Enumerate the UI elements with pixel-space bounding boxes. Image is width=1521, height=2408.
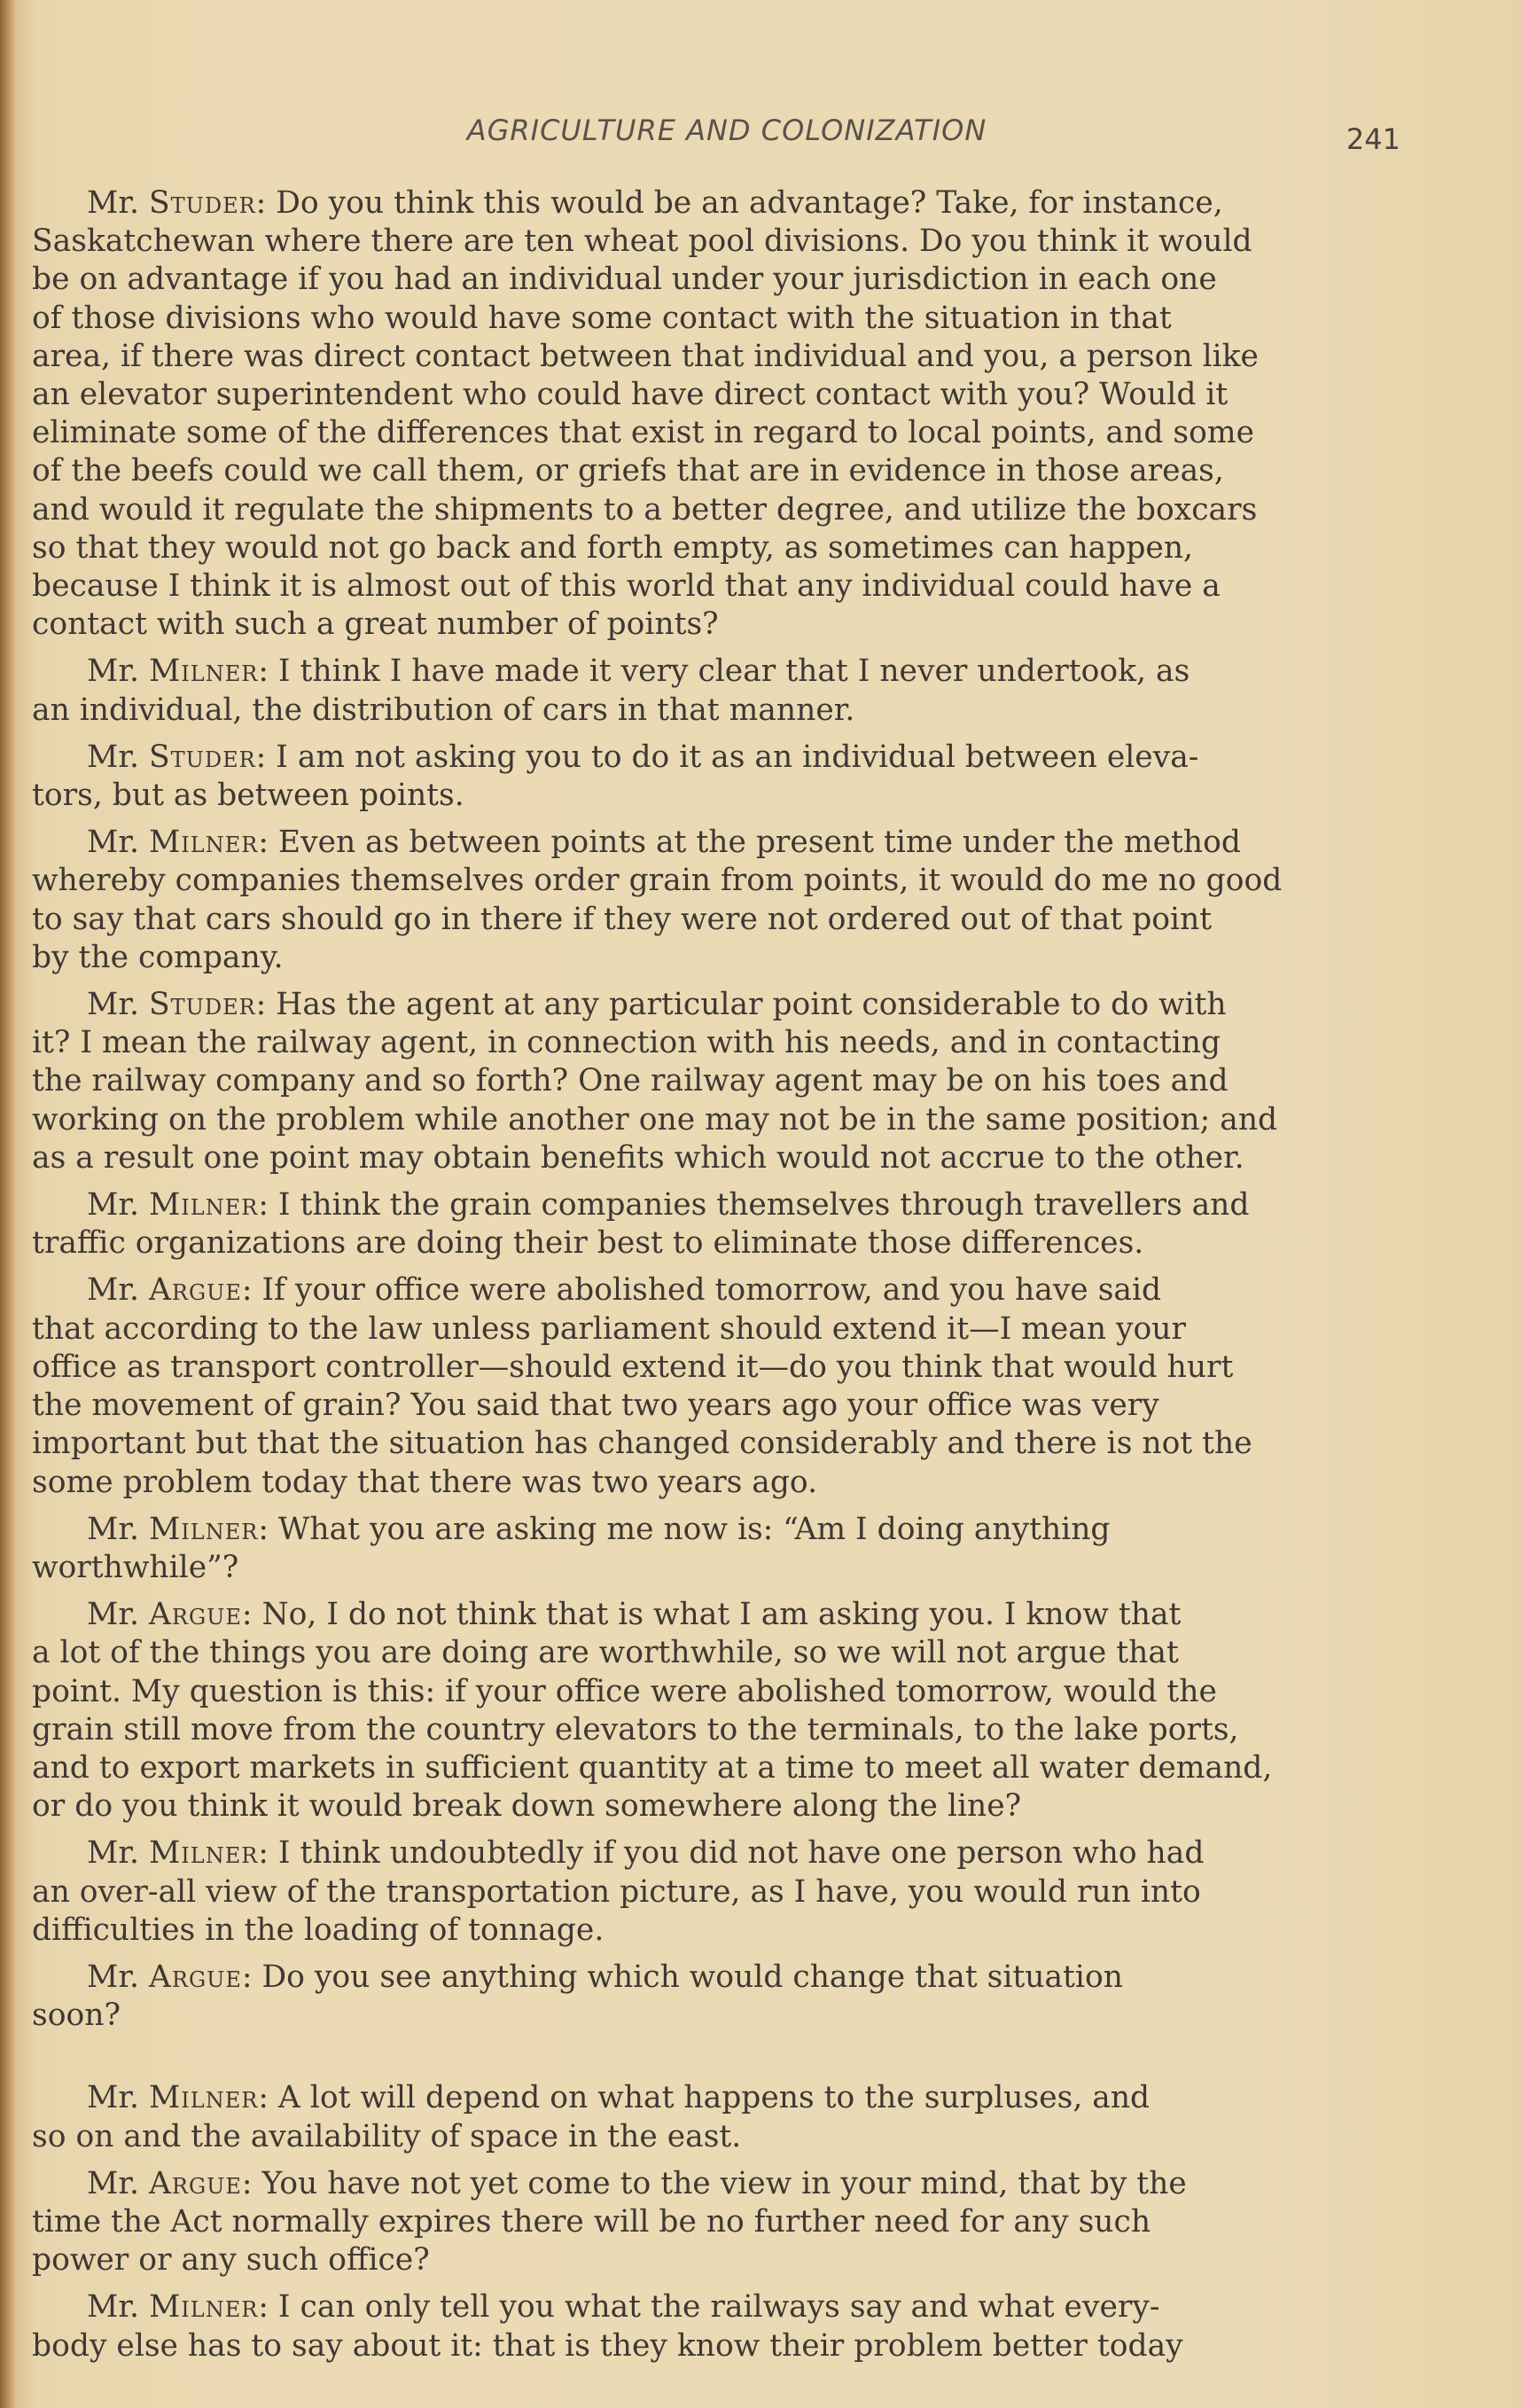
line-text: body else has to say about it: that is they know their problem better today xyxy=(32,2327,1183,2364)
speaker-name: Studer xyxy=(148,987,256,1023)
dialogue-paragraph xyxy=(32,1834,1344,1950)
speaker-title: Mr. xyxy=(87,1958,149,1995)
line-text: Has the agent at any particular point considerable to do with xyxy=(276,987,1227,1023)
text-line xyxy=(32,1101,1344,1139)
speaker-title: Mr. xyxy=(87,2165,149,2201)
text-line xyxy=(32,862,1344,900)
speaker-name: Milner xyxy=(148,653,259,690)
text-line xyxy=(32,1271,1344,1310)
line-text: worthwhile”? xyxy=(32,1549,239,1585)
line-text: be on advantage if you had an individual under your jurisdiction in each one xyxy=(32,262,1217,298)
speaker-colon: : xyxy=(241,1597,262,1633)
speaker-colon: : xyxy=(258,1187,278,1224)
line-text: of those divisions who would have some contact with the situation in that xyxy=(32,300,1172,336)
text-line xyxy=(32,939,1344,977)
text-line xyxy=(32,1634,1344,1672)
dialogue-paragraph xyxy=(32,739,1344,815)
text-line xyxy=(32,184,1344,223)
page-number: 241 xyxy=(1346,122,1400,156)
line-text: eliminate some of the differences that exist in regard to local points, and some xyxy=(32,415,1255,451)
dialogue-paragraph xyxy=(32,2165,1344,2280)
speaker-colon: : xyxy=(258,1511,278,1547)
speaker-title: Mr. xyxy=(87,2080,149,2116)
text-line xyxy=(32,653,1344,691)
text-line xyxy=(32,777,1344,815)
text-line xyxy=(32,824,1344,862)
speaker-name: Milner xyxy=(148,2080,259,2116)
line-text: I think the grain companies themselves through travellers and xyxy=(277,1187,1250,1224)
line-text: to say that cars should go in there if they were not ordered out of that point xyxy=(32,901,1213,937)
line-text: or do you think it would break down somewhere along the line? xyxy=(32,1788,1022,1825)
line-text: an individual, the distribution of cars in that manner. xyxy=(32,692,855,728)
speaker-name: Milner xyxy=(148,1511,259,1547)
running-title: AGRICULTURE AND COLONIZATION xyxy=(466,113,987,147)
text-line xyxy=(32,606,1344,644)
line-text: by the company. xyxy=(32,939,284,975)
book-spine-shadow xyxy=(0,0,16,2408)
text-line xyxy=(32,414,1344,452)
speaker-name: Argue xyxy=(148,1272,242,1309)
dialogue-paragraph xyxy=(32,1596,1344,1826)
speaker-title: Mr. xyxy=(87,1597,149,1633)
speaker-title: Mr. xyxy=(87,653,149,690)
speaker-name: Studer xyxy=(148,185,256,221)
line-text: tors, but as between points. xyxy=(32,778,464,814)
text-line xyxy=(32,376,1344,414)
line-text: working on the problem while another one may not be in the same position; and xyxy=(32,1101,1278,1138)
speaker-title: Mr. xyxy=(87,1511,149,1547)
text-line xyxy=(32,1596,1344,1634)
dialogue-paragraph xyxy=(32,653,1344,729)
speaker-name: Argue xyxy=(148,1958,242,1995)
line-text: Do you think this would be an advantage? Take, for instance, xyxy=(276,185,1223,221)
speaker-colon: : xyxy=(258,1835,278,1872)
line-text: point. My question is this: if your office were abolished tomorrow, would the xyxy=(32,1673,1217,1709)
speaker-title: Mr. xyxy=(87,1187,149,1224)
line-text: You have not yet come to the view in your mind, that by the xyxy=(261,2165,1187,2201)
line-text: and would it regulate the shipments to a better degree, and utilize the boxcars xyxy=(32,491,1258,528)
line-text: and to export markets in sufficient quantity at a time to meet all water demand, xyxy=(32,1749,1273,1786)
text-line xyxy=(32,491,1344,529)
dialogue-paragraph xyxy=(32,184,1344,644)
speaker-title: Mr. xyxy=(87,987,149,1023)
text-line xyxy=(32,986,1344,1024)
speaker-name: Milner xyxy=(148,825,259,861)
speaker-colon: : xyxy=(255,739,277,775)
speaker-name: Milner xyxy=(148,2289,259,2326)
text-line xyxy=(32,1186,1344,1224)
speaker-name: Studer xyxy=(148,739,256,775)
text-line xyxy=(32,2165,1344,2203)
speaker-colon: : xyxy=(258,2289,278,2326)
text-line xyxy=(32,1139,1344,1177)
line-text: Saskatchewan where there are ten wheat pool divisions. Do you think it would xyxy=(32,223,1252,260)
text-line xyxy=(32,1749,1344,1787)
text-line xyxy=(32,2203,1344,2241)
line-text: the railway company and so forth? One railway agent may be on his toes and xyxy=(32,1063,1228,1099)
text-line xyxy=(32,2079,1344,2117)
line-text: a lot of the things you are doing are worthwhile, so we will not argue that xyxy=(32,1635,1179,1671)
speaker-colon: : xyxy=(241,1272,262,1309)
line-text: that according to the law unless parliament should extend it—I mean your xyxy=(32,1310,1187,1347)
line-text: I can only tell you what the railways say and what every- xyxy=(277,2289,1160,2326)
text-line xyxy=(32,1349,1344,1387)
text-line xyxy=(32,1958,1344,1997)
text-line xyxy=(32,739,1344,777)
text-line xyxy=(32,2327,1344,2365)
dialogue-paragraph xyxy=(32,824,1344,977)
text-line xyxy=(32,300,1344,338)
text-line xyxy=(32,901,1344,939)
speaker-colon: : xyxy=(241,2165,262,2201)
text-line xyxy=(32,1310,1344,1349)
text-line xyxy=(32,1673,1344,1711)
line-text: I am not asking you to do it as an individual between eleva- xyxy=(276,739,1199,775)
text-line xyxy=(32,567,1344,606)
line-text: grain still move from the country elevators to the terminals, to the lake ports, xyxy=(32,1711,1239,1747)
speaker-title: Mr. xyxy=(87,1835,149,1872)
text-line xyxy=(32,1224,1344,1263)
speaker-title: Mr. xyxy=(87,2289,149,2326)
line-text: power or any such office? xyxy=(32,2242,430,2279)
speaker-colon: : xyxy=(255,185,277,221)
text-line xyxy=(32,1997,1344,2035)
line-text: because I think it is almost out of this world that any individual could have a xyxy=(32,568,1221,605)
transcript-body xyxy=(32,184,1344,2374)
text-line xyxy=(32,452,1344,490)
text-line xyxy=(32,261,1344,299)
line-text: it? I mean the railway agent, in connection with his needs, and in contacting xyxy=(32,1025,1221,1061)
speaker-colon: : xyxy=(255,987,277,1023)
text-line xyxy=(32,1787,1344,1826)
line-text: an over-all view of the transportation picture, as I have, you would run into xyxy=(32,1873,1201,1910)
line-text: the movement of grain? You said that two years ago your office was very xyxy=(32,1388,1159,1424)
text-line xyxy=(32,529,1344,567)
line-text: If your office were abolished tomorrow, and you have said xyxy=(261,1272,1162,1309)
speaker-colon: : xyxy=(258,825,278,861)
speaker-name: Argue xyxy=(148,1597,242,1633)
line-text: Do you see anything which would change that situation xyxy=(261,1958,1123,1995)
line-text: I think I have made it very clear that I never undertook, as xyxy=(277,653,1190,690)
speaker-colon: : xyxy=(258,2080,278,2116)
line-text: as a result one point may obtain benefits which would not accrue to the other. xyxy=(32,1139,1244,1176)
text-line xyxy=(32,1511,1344,1549)
speaker-title: Mr. xyxy=(87,185,149,221)
text-line xyxy=(32,1834,1344,1872)
speaker-title: Mr. xyxy=(87,825,149,861)
line-text: A lot will depend on what happens to the surpluses, and xyxy=(277,2080,1150,2116)
text-line xyxy=(32,1024,1344,1062)
line-text: of the beefs could we call them, or griefs that are in evidence in those areas, xyxy=(32,453,1224,489)
dialogue-paragraph xyxy=(32,2079,1344,2155)
text-line xyxy=(32,1873,1344,1912)
text-line xyxy=(32,2118,1344,2156)
speaker-title: Mr. xyxy=(87,739,149,775)
speaker-name: Milner xyxy=(148,1187,259,1224)
line-text: whereby companies themselves order grain from points, it would do me no good xyxy=(32,863,1283,899)
dialogue-paragraph xyxy=(32,1511,1344,1587)
dialogue-paragraph xyxy=(32,2288,1344,2365)
text-line xyxy=(32,338,1344,376)
text-line xyxy=(32,1711,1344,1749)
line-text: difficulties in the loading of tonnage. xyxy=(32,1912,604,1948)
text-line xyxy=(32,692,1344,730)
line-text: area, if there was direct contact between that individual and you, a person like xyxy=(32,338,1259,374)
text-line xyxy=(32,1549,1344,1587)
text-line xyxy=(32,2288,1344,2326)
dialogue-paragraph xyxy=(32,1958,1344,2035)
line-text: traffic organizations are doing their best to eliminate those differences. xyxy=(32,1225,1144,1262)
line-text: office as transport controller—should extend it—do you think that would hurt xyxy=(32,1349,1234,1385)
line-text: so that they would not go back and forth empty, as sometimes can happen, xyxy=(32,529,1194,566)
line-text: so on and the availability of space in the east. xyxy=(32,2118,742,2154)
line-text: What you are asking me now is: “Am I doing anything xyxy=(277,1511,1111,1547)
speaker-name: Milner xyxy=(148,1835,259,1872)
text-line xyxy=(32,1425,1344,1463)
text-line xyxy=(32,1912,1344,1950)
paragraph-gap xyxy=(32,2044,1344,2079)
line-text: important but that the situation has changed considerably and there is not the xyxy=(32,1426,1252,1462)
line-text: some problem today that there was two years ago. xyxy=(32,1464,818,1500)
text-line xyxy=(32,1062,1344,1100)
speaker-title: Mr. xyxy=(87,1272,149,1309)
speaker-colon: : xyxy=(241,1958,262,1995)
dialogue-paragraph xyxy=(32,1186,1344,1263)
line-text: I think undoubtedly if you did not have one person who had xyxy=(277,1835,1205,1872)
text-line xyxy=(32,1387,1344,1425)
dialogue-paragraph xyxy=(32,1271,1344,1501)
speaker-colon: : xyxy=(258,653,278,690)
line-text: Even as between points at the present time under the method xyxy=(277,825,1241,861)
text-line xyxy=(32,2241,1344,2279)
line-text: an elevator superintendent who could have direct contact with you? Would it xyxy=(32,377,1228,413)
dialogue-paragraph xyxy=(32,986,1344,1177)
line-text: No, I do not think that is what I am asking you. I know that xyxy=(261,1597,1182,1633)
text-line xyxy=(32,1464,1344,1502)
line-text: time the Act normally expires there will be no further need for any such xyxy=(32,2203,1151,2240)
line-text: contact with such a great number of points? xyxy=(32,606,719,643)
speaker-name: Argue xyxy=(148,2165,242,2201)
text-line xyxy=(32,223,1344,261)
line-text: soon? xyxy=(32,1998,121,2034)
